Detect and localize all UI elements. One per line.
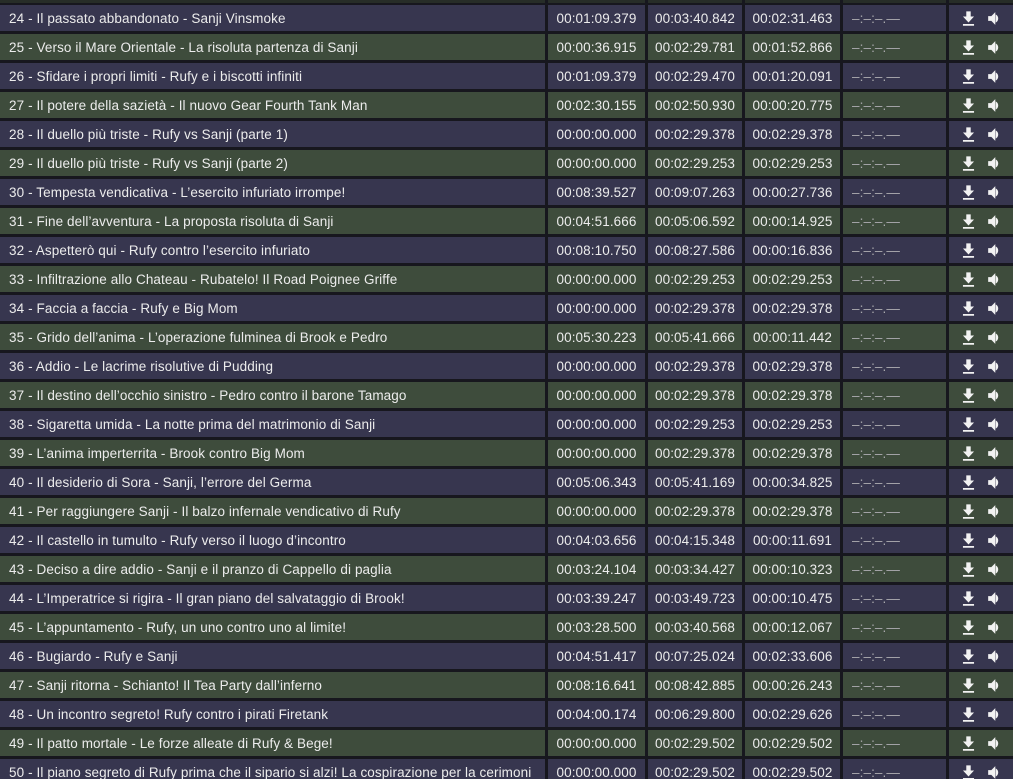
placeholder-time-cell: –:–:–.— bbox=[843, 440, 946, 466]
placeholder-time-cell: –:–:–.— bbox=[843, 353, 946, 379]
placeholder-time-cell: –:–:–.— bbox=[843, 614, 946, 640]
download-icon[interactable] bbox=[959, 531, 978, 550]
end-time-cell: 00:02:29.253 bbox=[648, 150, 742, 176]
row-actions-cell bbox=[949, 701, 1013, 727]
volume-icon[interactable] bbox=[985, 647, 1004, 666]
placeholder-time-cell: –:–:–.— bbox=[843, 324, 946, 350]
download-icon[interactable] bbox=[959, 212, 978, 231]
volume-icon[interactable] bbox=[985, 154, 1004, 173]
episode-title-cell: 27 - Il potere della sazietà - Il nuovo Gear Fourth Tank Man bbox=[0, 92, 545, 118]
end-time-cell: 00:06:29.800 bbox=[648, 701, 742, 727]
episode-title-cell: 37 - Il destino dell’occhio sinistro - Pedro contro il barone Tamago bbox=[0, 382, 545, 408]
duration-cell: 00:02:31.463 bbox=[745, 5, 840, 31]
end-time-cell: 00:05:41.169 bbox=[648, 469, 742, 495]
placeholder-time-cell: –:–:–.— bbox=[843, 411, 946, 437]
row-actions-cell bbox=[949, 759, 1013, 779]
episode-title-cell: 49 - Il patto mortale - Le forze alleate di Rufy & Bege! bbox=[0, 730, 545, 756]
episode-title-cell: 33 - Infiltrazione allo Chateau - Rubatelo! Il Road Poignee Griffe bbox=[0, 266, 545, 292]
start-time-cell: 00:02:30.155 bbox=[548, 92, 645, 118]
start-time-cell: 00:00:00.000 bbox=[548, 440, 645, 466]
end-time-cell: 00:02:29.378 bbox=[648, 295, 742, 321]
volume-icon[interactable] bbox=[985, 589, 1004, 608]
episode-title-cell: 32 - Aspetterò qui - Rufy contro l’esercito infuriato bbox=[0, 237, 545, 263]
start-time-cell: 00:05:30.223 bbox=[548, 324, 645, 350]
volume-icon[interactable] bbox=[985, 763, 1004, 779]
download-icon[interactable] bbox=[959, 183, 978, 202]
row-actions-cell bbox=[949, 527, 1013, 553]
row-actions-cell bbox=[949, 92, 1013, 118]
volume-icon[interactable] bbox=[985, 9, 1004, 28]
placeholder-time-cell: –:–:–.— bbox=[843, 150, 946, 176]
end-time-cell: 00:05:41.666 bbox=[648, 324, 742, 350]
volume-icon[interactable] bbox=[985, 241, 1004, 260]
placeholder-time-cell: –:–:–.— bbox=[843, 208, 946, 234]
placeholder-time-cell: –:–:–.— bbox=[843, 672, 946, 698]
duration-cell: 00:02:29.378 bbox=[745, 498, 840, 524]
volume-icon[interactable] bbox=[985, 125, 1004, 144]
placeholder-time-cell: –:–:–.— bbox=[843, 643, 946, 669]
start-time-cell: 00:00:36.915 bbox=[548, 34, 645, 60]
start-time-cell: 00:00:00.000 bbox=[548, 266, 645, 292]
placeholder-time-cell: –:–:–.— bbox=[843, 527, 946, 553]
table-row[interactable] bbox=[0, 730, 1013, 756]
duration-cell: 00:00:34.825 bbox=[745, 469, 840, 495]
download-icon[interactable] bbox=[959, 357, 978, 376]
row-actions-cell bbox=[949, 237, 1013, 263]
duration-cell: 00:02:29.378 bbox=[745, 353, 840, 379]
download-icon[interactable] bbox=[959, 328, 978, 347]
start-time-cell: 00:04:03.656 bbox=[548, 527, 645, 553]
end-time-cell: 00:02:29.470 bbox=[648, 63, 742, 89]
episode-title-cell: 24 - Il passato abbandonato - Sanji Vinsmoke bbox=[0, 5, 545, 31]
episode-title-cell: 47 - Sanji ritorna - Schianto! Il Tea Party dall’inferno bbox=[0, 672, 545, 698]
duration-cell: 00:02:29.502 bbox=[745, 759, 840, 779]
episode-title-cell: 36 - Addio - Le lacrime risolutive di Pudding bbox=[0, 353, 545, 379]
table-row[interactable] bbox=[0, 208, 1013, 234]
row-actions-cell bbox=[949, 643, 1013, 669]
download-icon[interactable] bbox=[959, 96, 978, 115]
duration-cell: 00:00:16.836 bbox=[745, 237, 840, 263]
end-time-cell: 00:08:27.586 bbox=[648, 237, 742, 263]
volume-icon[interactable] bbox=[985, 270, 1004, 289]
row-actions-cell bbox=[949, 63, 1013, 89]
start-time-cell: 00:00:00.000 bbox=[548, 295, 645, 321]
volume-icon[interactable] bbox=[985, 560, 1004, 579]
volume-icon[interactable] bbox=[985, 705, 1004, 724]
start-time-cell: 00:01:09.379 bbox=[548, 63, 645, 89]
start-time-cell: 00:00:00.000 bbox=[548, 353, 645, 379]
duration-cell: 00:00:27.736 bbox=[745, 179, 840, 205]
table-row[interactable] bbox=[0, 5, 1013, 31]
start-time-cell: 00:04:51.417 bbox=[548, 643, 645, 669]
download-icon[interactable] bbox=[959, 270, 978, 289]
download-icon[interactable] bbox=[959, 676, 978, 695]
table-row[interactable] bbox=[0, 150, 1013, 176]
duration-cell: 00:00:10.323 bbox=[745, 556, 840, 582]
row-actions-cell bbox=[949, 411, 1013, 437]
start-time-cell: 00:01:09.379 bbox=[548, 5, 645, 31]
placeholder-time-cell: –:–:–.— bbox=[843, 179, 946, 205]
volume-icon[interactable] bbox=[985, 357, 1004, 376]
download-icon[interactable] bbox=[959, 618, 978, 637]
row-actions-cell bbox=[949, 382, 1013, 408]
episode-title-cell: 39 - L’anima imperterrita - Brook contro Big Mom bbox=[0, 440, 545, 466]
placeholder-time-cell: –:–:–.— bbox=[843, 498, 946, 524]
row-actions-cell bbox=[949, 150, 1013, 176]
table-row[interactable] bbox=[0, 353, 1013, 379]
duration-cell: 00:02:29.253 bbox=[745, 150, 840, 176]
episode-title-cell: 25 - Verso il Mare Orientale - La risoluta partenza di Sanji bbox=[0, 34, 545, 60]
duration-cell: 00:00:14.925 bbox=[745, 208, 840, 234]
download-icon[interactable] bbox=[959, 67, 978, 86]
end-time-cell: 00:02:29.378 bbox=[648, 440, 742, 466]
episode-title-cell: 46 - Bugiardo - Rufy e Sanji bbox=[0, 643, 545, 669]
start-time-cell: 00:00:00.000 bbox=[548, 150, 645, 176]
download-icon[interactable] bbox=[959, 386, 978, 405]
placeholder-time-cell: –:–:–.— bbox=[843, 92, 946, 118]
volume-icon[interactable] bbox=[985, 38, 1004, 57]
end-time-cell: 00:03:34.427 bbox=[648, 556, 742, 582]
start-time-cell: 00:00:00.000 bbox=[548, 730, 645, 756]
table-row[interactable] bbox=[0, 672, 1013, 698]
duration-cell: 00:02:29.626 bbox=[745, 701, 840, 727]
start-time-cell: 00:08:39.527 bbox=[548, 179, 645, 205]
table-row[interactable] bbox=[0, 498, 1013, 524]
row-actions-cell bbox=[949, 498, 1013, 524]
volume-icon[interactable] bbox=[985, 96, 1004, 115]
download-icon[interactable] bbox=[959, 473, 978, 492]
episode-title-cell: 42 - Il castello in tumulto - Rufy verso il luogo d’incontro bbox=[0, 527, 545, 553]
episode-title-cell: 29 - Il duello più triste - Rufy vs Sanji (parte 2) bbox=[0, 150, 545, 176]
end-time-cell: 00:03:49.723 bbox=[648, 585, 742, 611]
episode-title-cell: 28 - Il duello più triste - Rufy vs Sanji (parte 1) bbox=[0, 121, 545, 147]
table-row[interactable] bbox=[0, 556, 1013, 582]
volume-icon[interactable] bbox=[985, 299, 1004, 318]
volume-icon[interactable] bbox=[985, 212, 1004, 231]
end-time-cell: 00:02:29.253 bbox=[648, 411, 742, 437]
end-time-cell: 00:03:40.842 bbox=[648, 5, 742, 31]
episode-title-cell: 26 - Sfidare i propri limiti - Rufy e i biscotti infiniti bbox=[0, 63, 545, 89]
row-actions-cell bbox=[949, 5, 1013, 31]
episode-title-cell: 30 - Tempesta vendicativa - L’esercito infuriato irrompe! bbox=[0, 179, 545, 205]
download-icon[interactable] bbox=[959, 241, 978, 260]
placeholder-time-cell: –:–:–.— bbox=[843, 237, 946, 263]
volume-icon[interactable] bbox=[985, 734, 1004, 753]
download-icon[interactable] bbox=[959, 647, 978, 666]
episode-title-cell: 40 - Il desiderio di Sora - Sanji, l’errore del Germa bbox=[0, 469, 545, 495]
duration-cell: 00:00:11.691 bbox=[745, 527, 840, 553]
end-time-cell: 00:07:25.024 bbox=[648, 643, 742, 669]
row-actions-cell bbox=[949, 121, 1013, 147]
download-icon[interactable] bbox=[959, 734, 978, 753]
row-actions-cell bbox=[949, 469, 1013, 495]
row-actions-cell bbox=[949, 266, 1013, 292]
duration-cell: 00:02:29.253 bbox=[745, 266, 840, 292]
duration-cell: 00:00:26.243 bbox=[745, 672, 840, 698]
row-actions-cell bbox=[949, 295, 1013, 321]
start-time-cell: 00:00:00.000 bbox=[548, 759, 645, 779]
placeholder-time-cell: –:–:–.— bbox=[843, 63, 946, 89]
episode-title-cell: 50 - Il piano segreto di Rufy prima che il sipario si alzi! La cospirazione per la cerimoni bbox=[0, 759, 545, 779]
duration-cell: 00:01:52.866 bbox=[745, 34, 840, 60]
volume-icon[interactable] bbox=[985, 67, 1004, 86]
row-actions-cell bbox=[949, 585, 1013, 611]
end-time-cell: 00:02:29.378 bbox=[648, 498, 742, 524]
start-time-cell: 00:05:06.343 bbox=[548, 469, 645, 495]
volume-icon[interactable] bbox=[985, 618, 1004, 637]
start-time-cell: 00:00:00.000 bbox=[548, 382, 645, 408]
download-icon[interactable] bbox=[959, 560, 978, 579]
end-time-cell: 00:04:15.348 bbox=[648, 527, 742, 553]
previous-row-sliver bbox=[0, 0, 1013, 3]
row-actions-cell bbox=[949, 672, 1013, 698]
start-time-cell: 00:03:28.500 bbox=[548, 614, 645, 640]
table-row[interactable] bbox=[0, 614, 1013, 640]
episode-title-cell: 48 - Un incontro segreto! Rufy contro i pirati Firetank bbox=[0, 701, 545, 727]
placeholder-time-cell: –:–:–.— bbox=[843, 121, 946, 147]
row-actions-cell bbox=[949, 440, 1013, 466]
row-actions-cell bbox=[949, 324, 1013, 350]
placeholder-time-cell: –:–:–.— bbox=[843, 759, 946, 779]
row-actions-cell bbox=[949, 614, 1013, 640]
table-row[interactable] bbox=[0, 585, 1013, 611]
download-icon[interactable] bbox=[959, 763, 978, 779]
placeholder-time-cell: –:–:–.— bbox=[843, 382, 946, 408]
table-row[interactable] bbox=[0, 643, 1013, 669]
duration-cell: 00:00:12.067 bbox=[745, 614, 840, 640]
start-time-cell: 00:08:16.641 bbox=[548, 672, 645, 698]
download-icon[interactable] bbox=[959, 444, 978, 463]
duration-cell: 00:00:11.442 bbox=[745, 324, 840, 350]
start-time-cell: 00:03:39.247 bbox=[548, 585, 645, 611]
row-actions-cell bbox=[949, 208, 1013, 234]
duration-cell: 00:01:20.091 bbox=[745, 63, 840, 89]
placeholder-time-cell: –:–:–.— bbox=[843, 34, 946, 60]
episode-title-cell: 35 - Grido dell’anima - L’operazione fulminea di Brook e Pedro bbox=[0, 324, 545, 350]
download-icon[interactable] bbox=[959, 705, 978, 724]
table-row[interactable] bbox=[0, 63, 1013, 89]
end-time-cell: 00:02:29.502 bbox=[648, 759, 742, 779]
start-time-cell: 00:08:10.750 bbox=[548, 237, 645, 263]
row-actions-cell bbox=[949, 353, 1013, 379]
placeholder-time-cell: –:–:–.— bbox=[843, 5, 946, 31]
end-time-cell: 00:03:40.568 bbox=[648, 614, 742, 640]
start-time-cell: 00:04:51.666 bbox=[548, 208, 645, 234]
table-row[interactable] bbox=[0, 440, 1013, 466]
volume-icon[interactable] bbox=[985, 531, 1004, 550]
duration-cell: 00:02:29.378 bbox=[745, 440, 840, 466]
table-row[interactable] bbox=[0, 92, 1013, 118]
end-time-cell: 00:02:29.781 bbox=[648, 34, 742, 60]
volume-icon[interactable] bbox=[985, 415, 1004, 434]
end-time-cell: 00:02:29.253 bbox=[648, 266, 742, 292]
duration-cell: 00:00:20.775 bbox=[745, 92, 840, 118]
row-actions-cell bbox=[949, 179, 1013, 205]
download-icon[interactable] bbox=[959, 9, 978, 28]
table-row[interactable] bbox=[0, 759, 1013, 779]
placeholder-time-cell: –:–:–.— bbox=[843, 469, 946, 495]
duration-cell: 00:00:10.475 bbox=[745, 585, 840, 611]
end-time-cell: 00:02:29.502 bbox=[648, 730, 742, 756]
download-icon[interactable] bbox=[959, 589, 978, 608]
end-time-cell: 00:09:07.263 bbox=[648, 179, 742, 205]
placeholder-time-cell: –:–:–.— bbox=[843, 295, 946, 321]
episode-rows bbox=[0, 5, 1013, 779]
table-row[interactable] bbox=[0, 295, 1013, 321]
table-row[interactable] bbox=[0, 411, 1013, 437]
episode-title-cell: 45 - L’appuntamento - Rufy, un uno contro uno al limite! bbox=[0, 614, 545, 640]
row-actions-cell bbox=[949, 730, 1013, 756]
episode-title-cell: 41 - Per raggiungere Sanji - Il balzo infernale vendicativo di Rufy bbox=[0, 498, 545, 524]
table-row[interactable] bbox=[0, 469, 1013, 495]
table-row[interactable] bbox=[0, 266, 1013, 292]
table-row[interactable] bbox=[0, 179, 1013, 205]
table-row[interactable] bbox=[0, 324, 1013, 350]
end-time-cell: 00:02:29.378 bbox=[648, 353, 742, 379]
episode-title-cell: 44 - L’Imperatrice si rigira - Il gran piano del salvataggio di Brook! bbox=[0, 585, 545, 611]
download-icon[interactable] bbox=[959, 502, 978, 521]
volume-icon[interactable] bbox=[985, 386, 1004, 405]
table-row[interactable] bbox=[0, 527, 1013, 553]
start-time-cell: 00:00:00.000 bbox=[548, 498, 645, 524]
volume-icon[interactable] bbox=[985, 473, 1004, 492]
episode-title-cell: 31 - Fine dell’avventura - La proposta risoluta di Sanji bbox=[0, 208, 545, 234]
episode-title-cell: 43 - Deciso a dire addio - Sanji e il pranzo di Cappello di paglia bbox=[0, 556, 545, 582]
end-time-cell: 00:02:50.930 bbox=[648, 92, 742, 118]
duration-cell: 00:02:29.378 bbox=[745, 121, 840, 147]
end-time-cell: 00:05:06.592 bbox=[648, 208, 742, 234]
start-time-cell: 00:00:00.000 bbox=[548, 121, 645, 147]
duration-cell: 00:02:29.253 bbox=[745, 411, 840, 437]
duration-cell: 00:02:29.378 bbox=[745, 295, 840, 321]
download-icon[interactable] bbox=[959, 415, 978, 434]
duration-cell: 00:02:33.606 bbox=[745, 643, 840, 669]
volume-icon[interactable] bbox=[985, 444, 1004, 463]
end-time-cell: 00:08:42.885 bbox=[648, 672, 742, 698]
end-time-cell: 00:02:29.378 bbox=[648, 382, 742, 408]
row-actions-cell bbox=[949, 34, 1013, 60]
download-icon[interactable] bbox=[959, 125, 978, 144]
placeholder-time-cell: –:–:–.— bbox=[843, 585, 946, 611]
start-time-cell: 00:00:00.000 bbox=[548, 411, 645, 437]
placeholder-time-cell: –:–:–.— bbox=[843, 556, 946, 582]
volume-icon[interactable] bbox=[985, 502, 1004, 521]
row-actions-cell bbox=[949, 556, 1013, 582]
table-row[interactable] bbox=[0, 237, 1013, 263]
table-row[interactable] bbox=[0, 121, 1013, 147]
table-row[interactable] bbox=[0, 382, 1013, 408]
download-icon[interactable] bbox=[959, 299, 978, 318]
placeholder-time-cell: –:–:–.— bbox=[843, 266, 946, 292]
download-icon[interactable] bbox=[959, 154, 978, 173]
duration-cell: 00:02:29.502 bbox=[745, 730, 840, 756]
placeholder-time-cell: –:–:–.— bbox=[843, 701, 946, 727]
placeholder-time-cell: –:–:–.— bbox=[843, 730, 946, 756]
episode-title-cell: 34 - Faccia a faccia - Rufy e Big Mom bbox=[0, 295, 545, 321]
volume-icon[interactable] bbox=[985, 676, 1004, 695]
table-row[interactable] bbox=[0, 34, 1013, 60]
table-row[interactable] bbox=[0, 701, 1013, 727]
start-time-cell: 00:03:24.104 bbox=[548, 556, 645, 582]
end-time-cell: 00:02:29.378 bbox=[648, 121, 742, 147]
download-icon[interactable] bbox=[959, 38, 978, 57]
start-time-cell: 00:04:00.174 bbox=[548, 701, 645, 727]
duration-cell: 00:02:29.378 bbox=[745, 382, 840, 408]
volume-icon[interactable] bbox=[985, 183, 1004, 202]
volume-icon[interactable] bbox=[985, 328, 1004, 347]
episode-title-cell: 38 - Sigaretta umida - La notte prima del matrimonio di Sanji bbox=[0, 411, 545, 437]
